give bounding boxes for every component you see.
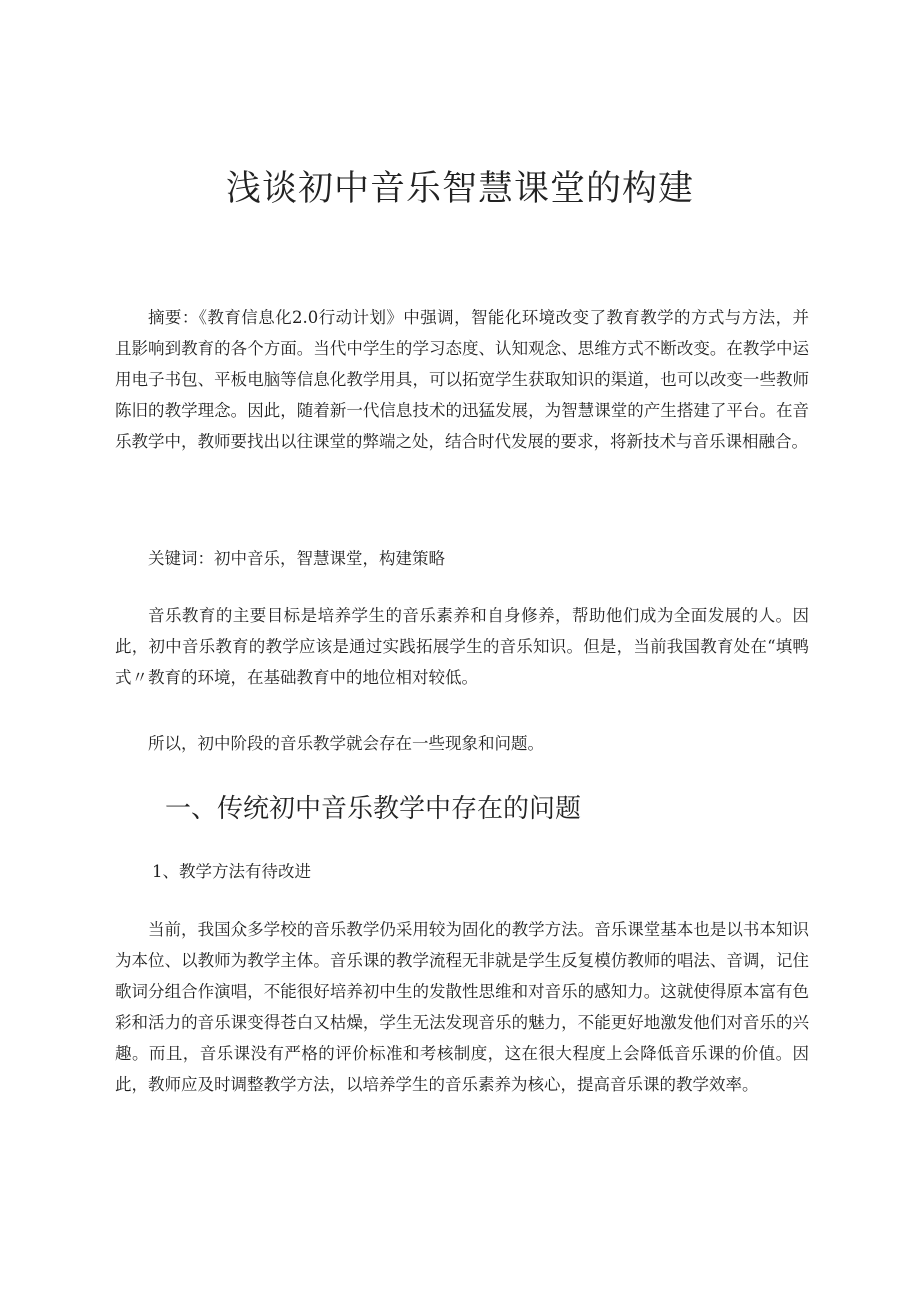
body-paragraph: 当前，我国众多学校的音乐教学仍采用较为固化的教学方法。音乐课堂基本也是以书本知识为本位、以教师为教学主体。音乐课的教学流程无非就是学生反复模仿教师的唱法、音调，记住歌词分组合作演唱，不能很好培养初中生的发散性思维和对音乐的感知力。这就使得原本富有色彩和活力的音乐课变得苍白又枯燥，学生无法发现音乐的魅力，不能更好地激发他们对音乐的兴趣。而且，音乐课没有严格的评价标准和考核制度，这在很大程度上会降低音乐课的价值。因此，教师应及时调整教学方法，以培养学生的音乐素养为核心，提高音乐课的教学效率。	[115, 920, 809, 1094]
intro-paragraph-2: 所以，初中阶段的音乐教学就会存在一些现象和问题。	[148, 734, 544, 753]
intro-paragraph: 音乐教育的主要目标是培养学生的音乐素养和自身修养，帮助他们成为全面发展的人。因此，初中音乐教育的教学应该是通过实践拓展学生的音乐知识。但是，当前我国教育处在“填鸭式〃教育的环境，在基础教育中的地位相对较低。	[115, 606, 809, 687]
keywords-paragraph: 关键词：初中音乐，智慧课堂，构建策略	[148, 549, 445, 568]
document-title: 浅谈初中音乐智慧课堂的构建	[225, 169, 694, 209]
subsection-heading: 1、教学方法有待改进	[152, 862, 311, 881]
abstract-paragraph: 摘要：《教育信息化2.0行动计划》中强调，智能化环境改变了教育教学的方式与方法，并且影响到教育的各个方面。当代中学生的学习态度、认知观念、思维方式不断改变。在教学中运用电子书包、平板电脑等信息化教学用具，可以拓宽学生获取知识的渠道，也可以改变一些教师陈旧的教学理念。因此，随着新一代信息技术的迅猛发展，为智慧课堂的产生搭建了平台。在音乐教学中，教师要找出以往课堂的弊端之处，结合时代发展的要求，将新技术与音乐课相融合。	[115, 308, 809, 451]
section-heading: 一、传统初中音乐教学中存在的问题	[165, 794, 582, 824]
